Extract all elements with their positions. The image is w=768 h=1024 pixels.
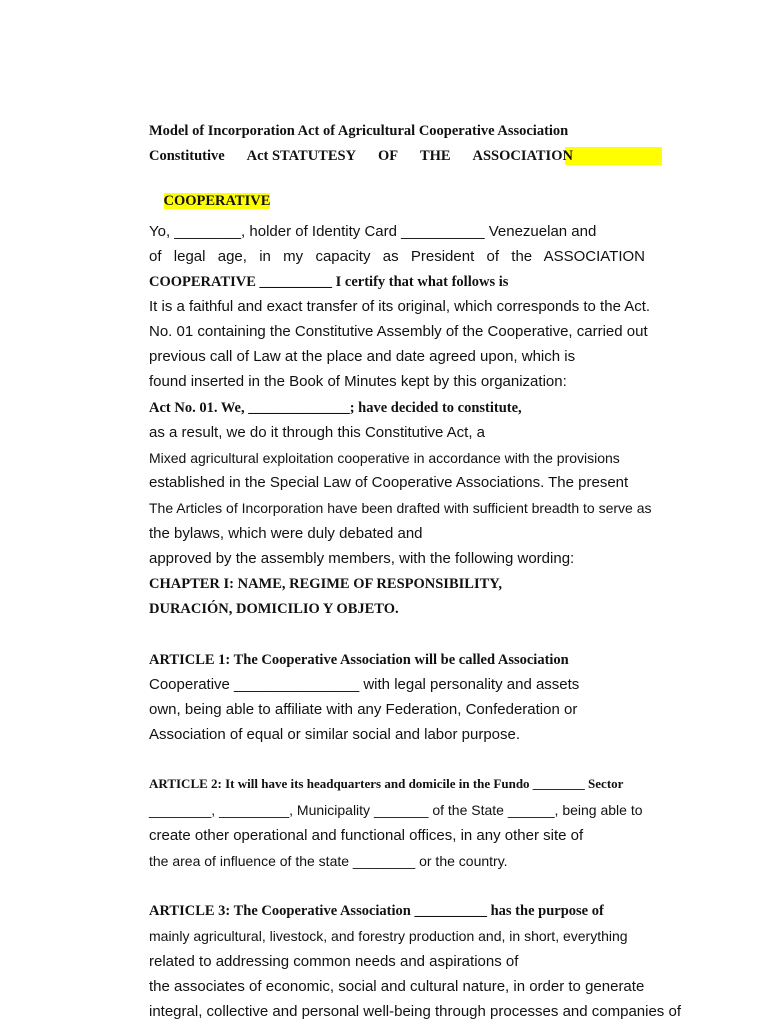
article-line: mainly agricultural, livestock, and forestry production and, in short, everything xyxy=(149,928,628,944)
intro-line: established in the Special Law of Cooperative Associations. The present xyxy=(149,474,629,491)
subtitle-word: Constitutive xyxy=(149,148,225,164)
chapter-heading: CHAPTER I: NAME, REGIME OF RESPONSIBILITY, xyxy=(149,576,503,592)
article-heading: ARTICLE 3: The Cooperative Association __________ has the purpose of xyxy=(149,903,604,919)
intro-line: No. 01 containing the Constitutive Assembly of the Cooperative, carried out xyxy=(149,323,648,340)
intro-line: Mixed agricultural exploitation cooperative in accordance with the provisions xyxy=(149,450,620,466)
document-subtitle xyxy=(149,146,665,166)
intro-line: It is a faithful and exact transfer of its original, which corresponds to the Act. xyxy=(149,298,651,315)
document-title: Model of Incorporation Act of Agricultural Cooperative Association xyxy=(149,123,569,139)
article-line: Association of equal or similar social and labor purpose. xyxy=(149,726,521,743)
article-line: own, being able to affiliate with any Federation, Confederation or xyxy=(149,701,578,718)
intro-line: the bylaws, which were duly debated and xyxy=(149,525,423,542)
subtitle-word: ASSOCIATION xyxy=(472,148,573,164)
article-line: the area of influence of the state ________ or the country. xyxy=(149,853,508,869)
article-line: Cooperative _______________ with legal personality and assets xyxy=(149,676,580,693)
intro-line: as a result, we do it through this Constitutive Act, a xyxy=(149,424,486,441)
article-line: integral, collective and personal well-being through processes and companies of xyxy=(149,1003,681,1020)
intro-line: Yo, ________, holder of Identity Card __________ Venezuelan and xyxy=(149,223,597,240)
article-heading: ARTICLE 2: It will have its headquarters and domicile in the Fundo ________ Sector xyxy=(149,776,624,791)
article-line: create other operational and functional offices, in any other site of xyxy=(149,827,584,844)
article-line: related to addressing common needs and aspirations of xyxy=(149,953,519,970)
subtitle-word: THE xyxy=(419,148,451,164)
intro-line: Act No. 01. We, ______________; have decided to constitute, xyxy=(149,400,522,416)
intro-line: COOPERATIVE __________ I certify that what follows is xyxy=(149,274,509,290)
intro-line: of legal age, in my capacity as President of the ASSOCIATION xyxy=(149,248,645,265)
article-line: the associates of economic, social and cultural nature, in order to generate xyxy=(149,978,645,995)
chapter-heading: DURACIÓN, DOMICILIO Y OBJETO. xyxy=(149,601,399,617)
highlighted-text: COOPERATIVE xyxy=(163,193,271,209)
article-line: ________, _________, Municipality _______ of the State ______, being able to xyxy=(149,802,643,818)
intro-line: approved by the assembly members, with the following wording: xyxy=(149,550,575,567)
subtitle-word: Act STATUTESY xyxy=(246,148,357,164)
subtitle-word: OF xyxy=(377,148,399,164)
article-heading: ARTICLE 1: The Cooperative Association will be called Association xyxy=(149,652,569,668)
intro-line: previous call of Law at the place and date agreed upon, which is xyxy=(149,348,576,365)
intro-line: The Articles of Incorporation have been drafted with sufficient breadth to serve as xyxy=(149,500,652,516)
intro-line: found inserted in the Book of Minutes kept by this organization: xyxy=(149,373,567,390)
